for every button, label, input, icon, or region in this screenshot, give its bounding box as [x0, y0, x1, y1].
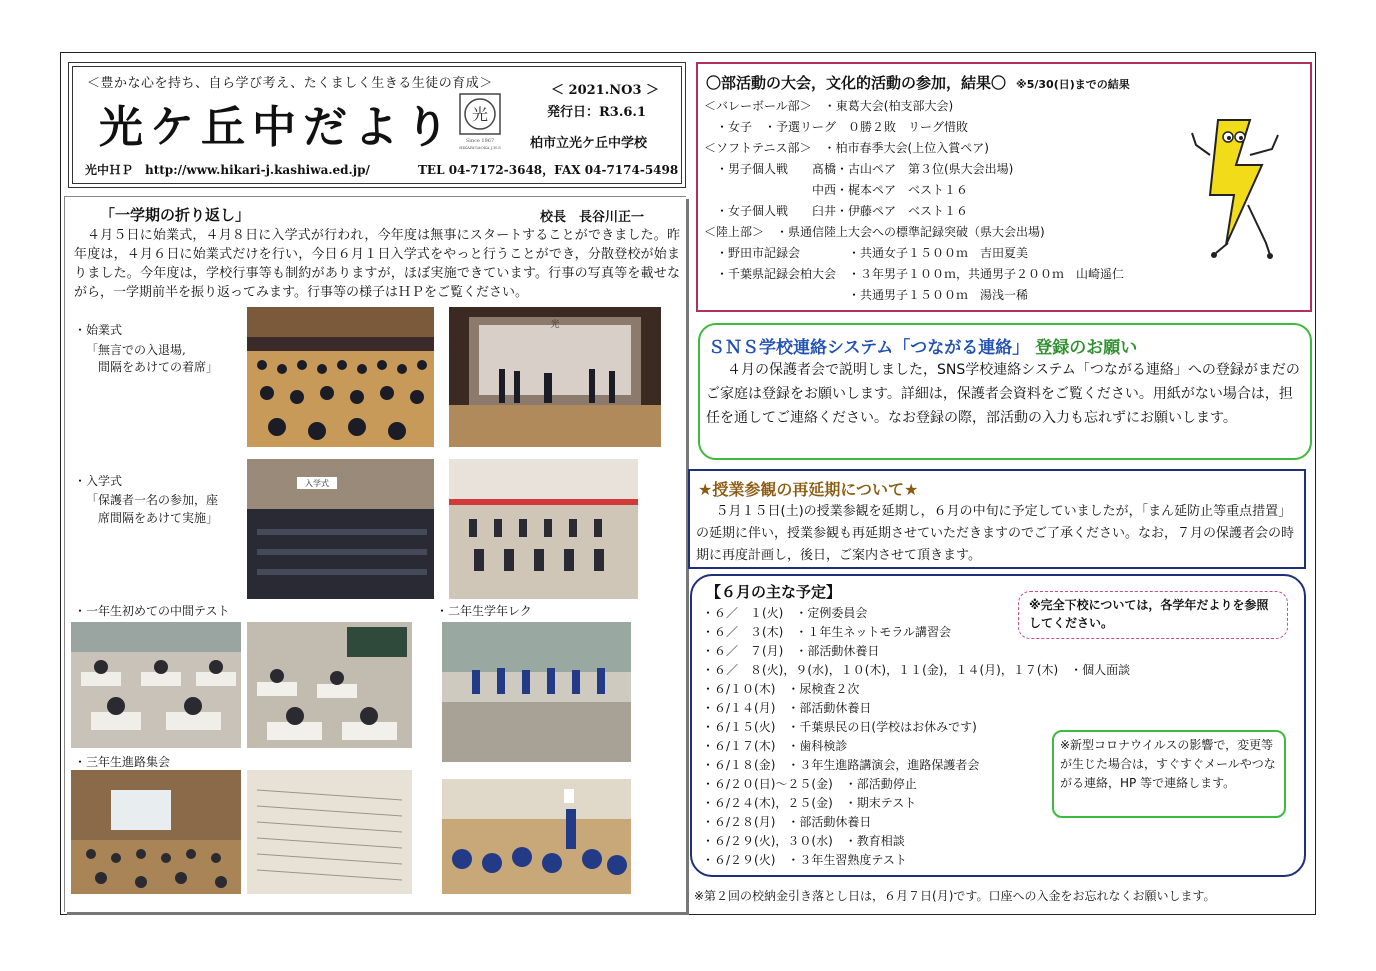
entrance-caption-1: 「保護者一名の参加，座: [86, 493, 219, 507]
payment-footer-note: ※第２回の校納金引き落とし日は，６月７日(月)です。口座への入金をお忘れなくお願いします。: [694, 889, 1216, 903]
schedule-item: ・６/１４(月) ・部活動休養日: [702, 701, 872, 715]
schedule-item: ・６／ ８(火)，９(水)，１０(木)，１１(金)，１４(月)，１７(木) ・個人面談: [702, 663, 1131, 677]
newsletter-title: 光ケ丘中だより: [99, 102, 456, 153]
article-author: 校長 長谷川正一: [540, 210, 645, 225]
schedule-title: 【６月の主な予定】: [706, 583, 842, 601]
club-line: ・女子個人戦 臼井・伊藤ペア ベスト１６: [704, 204, 969, 218]
lesson-observation-body: ５月１５日(土)の授業参観を延期し，６月の中旬に予定していましたが，「まん延防止等重点措置」の延期に伴い，授業参観も再延期させていただきますのでご了承ください。なお，７月の保護者会の時期に再度計画し，後日，ご案内させて頂きます。: [696, 504, 1295, 563]
logo-school-text: HIKARIGAOKA J.H.S: [459, 145, 501, 150]
sns-title-main: ＳＮＳ学校連絡システム「つながる連絡」: [708, 338, 1030, 358]
club-line: 中西・梶本ペア ベスト１６: [704, 183, 969, 197]
opening-caption-2: 間隔をあけての着席」: [98, 360, 219, 374]
schedule-item: ・６/２９(火)，３０(水) ・教育相談: [702, 834, 905, 848]
schedule-item: ・６/２９(火) ・３年生習熟度テスト: [702, 853, 907, 867]
homepage-link[interactable]: 光中ＨＰ http://www.hikari-j.kashiwa.ed.jp/: [85, 163, 370, 177]
club-line: ・女子 ・予選リーグ ０勝２敗 リーグ惜敗: [704, 120, 969, 134]
photo-entrance-gym: [247, 459, 434, 599]
schedule-item: ・６／ ３(木) ・１年生ネットモラル講習会: [702, 625, 952, 639]
school-logo-icon: [458, 92, 502, 152]
schedule-item: ・６/２８(月) ・部活動休養日: [702, 815, 872, 829]
schedule-item: ・６/１５(火) ・千葉県民の日(学校はお休みです): [702, 720, 977, 734]
covid-change-notice: ※新型コロナウイルスの影響で，変更等が生じた場合は，すぐすぐメールやつながる連絡，HP 等で連絡します。: [1052, 730, 1286, 818]
masthead-inner: [72, 66, 682, 184]
club-results-note: ※5/30(日)までの結果: [1016, 78, 1130, 91]
opening-ceremony-label: ・始業式: [74, 323, 123, 337]
sns-system-box: [698, 323, 1312, 460]
club-line: ・男子個人戦 髙橋・古山ペア 第３位(県大会出場): [704, 162, 1014, 176]
schedule-item: ・６／ ７(月) ・部活動休養日: [702, 644, 880, 658]
photo-opening-stage: [449, 307, 661, 447]
club-results-title-text: 〇部活動の大会，文化的活動の参加，結果〇: [706, 74, 1007, 92]
photo-career-assembly: [71, 770, 241, 894]
stage-banner-text: 光: [550, 320, 560, 330]
article-body: ４月５日に始業式，４月８日に入学式が行われ，今年度は無事にスタートすることができました。昨年度は，４月６日に始業式だけを行い，今日６月１日入学式をやっと行うことができ，分散登校が始まりました。今年度は，学校行事等も制約がありますが，ほぼ実施できています。行事の写真等を載せながら，一学期前半を振り返ってみます。行事等の様子はＨＰをご覧ください。: [74, 228, 680, 300]
issue-date: 発行日：R3.6.1: [547, 105, 646, 120]
career-assembly-label: ・三年生進路集会: [74, 755, 171, 769]
entrance-banner-text: 入学式: [305, 479, 329, 488]
schedule-item: ・６/２０(日)～２５(金) ・部活動停止: [702, 777, 917, 791]
photo-midterm-1: [71, 622, 241, 748]
grade2-rec-label: ・二年生学年レク: [436, 604, 532, 618]
opening-caption-1: 「無言での入退場,: [86, 343, 186, 357]
sns-title-request: 登録のお願い: [1035, 338, 1138, 358]
midterm-test-label: ・一年生初めての中間テスト: [74, 604, 230, 618]
issue-number: ＜ 2021.NO3 ＞: [551, 83, 660, 98]
photo-entrance-hall: [449, 459, 638, 599]
contact-info: TEL 04-7172-3648，FAX 04-7174-5498: [418, 163, 679, 177]
lesson-observation-title: ★授業参観の再延期について★: [698, 480, 919, 499]
club-line: ＜バレーボール部＞ ・東葛大会(柏支部大会): [704, 99, 954, 113]
masthead: [68, 62, 686, 188]
sns-body: ４月の保護者会で説明しました，SNS学校連絡システム「つながる連絡」への登録がまだのご家庭は登録をお願いします。詳細は，保護者会資料をご覧ください。用紙がない場合は，担任を通してご連絡ください。なお登録の際，部活動の入力も忘れずにお願いします。: [706, 362, 1300, 426]
lesson-observation-box: [688, 469, 1306, 569]
schedule-item: ・６/１８(金) ・３年生進路講演会，進路保護者会: [702, 758, 980, 772]
photo-grade2-rec: [442, 622, 631, 762]
sns-title: [708, 333, 1137, 358]
schedule-item: ・６/２４(木)，２５(金) ・期末テスト: [702, 796, 917, 810]
schedule-item: ・６/１７(木) ・歯科検診: [702, 739, 848, 753]
photo-career-notebook: [247, 770, 412, 894]
club-results-title: [706, 72, 1130, 93]
dismissal-notice: ※完全下校については，各学年だよりを参照してください。: [1018, 591, 1288, 639]
photo-midterm-2: [247, 622, 412, 748]
schedule-item: ・６／ １(火) ・定例委員会: [702, 606, 868, 620]
club-line: ・共通男子１５００ｍ 湯浅一稀: [704, 288, 1029, 302]
club-line: ＜ソフトテニス部＞ ・柏市春季大会(上位入賞ペア): [704, 141, 989, 155]
school-name: 柏市立光ケ丘中学校: [530, 136, 648, 151]
club-line: ・野田市記録会 ・共通女子１５００ｍ 吉田夏美: [704, 246, 1029, 260]
entrance-caption-2: 席間隔をあけて実施」: [98, 511, 219, 525]
club-line: ・千葉県記録会柏大会 ・３年男子１００ｍ，共通男子２００ｍ 山崎遥仁: [704, 267, 1125, 281]
schedule-item: ・６/１０(木) ・尿検査２次: [702, 682, 860, 696]
logo-since: Since 1967: [465, 138, 495, 144]
lightning-mascot-icon: [1188, 115, 1283, 260]
logo-glyph: 光: [471, 105, 489, 124]
school-motto: ＜豊かな心を持ち、自ら学び考え、たくましく生きる生徒の育成＞: [87, 76, 493, 91]
photo-career-group: [442, 779, 631, 894]
club-line: ＜陸上部＞ ・県通信陸上大会への標準記録突破（県大会出場): [704, 225, 1045, 239]
entrance-ceremony-label: ・入学式: [74, 474, 123, 488]
article-title: 「一学期の折り返し」: [100, 206, 251, 224]
photo-opening-gym: [247, 307, 434, 447]
